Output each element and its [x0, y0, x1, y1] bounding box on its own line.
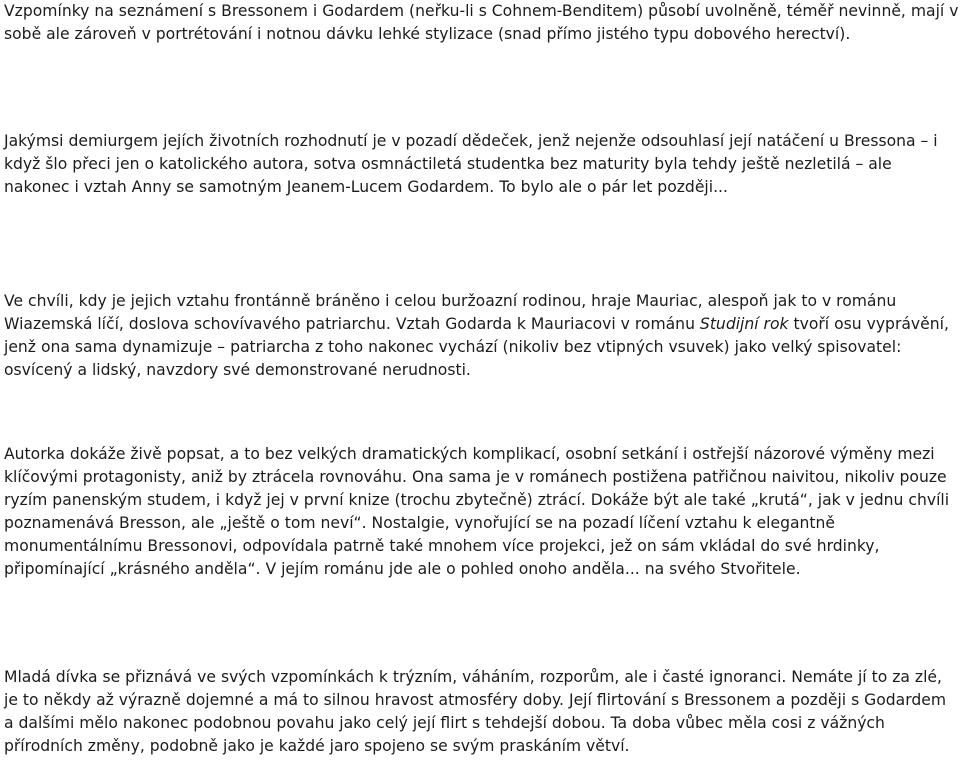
book-title-studijni-rok: Studijní rok	[699, 315, 789, 333]
paragraph-2: Jakýmsi demiurgem jejích životních rozhodnutí je v pozadí dědeček, jenž nejenže odsouhlasí její natáčení u Bressona – i když šlo přeci jen o katolického autora, sotva osmnáctiletá studentka bez maturity byla tehdy ještě nezletilá – ale nakonec i vztah Anny se samotným Jeanem-Lucem Godardem. To bylo ale o pár let později...	[4, 132, 938, 196]
paragraph-4: Autorka dokáže živě popsat, a to bez velkých dramatických komplikací, osobní setkání i ostřejší názorové výměny mezi klíčovými protagonisty, aniž by ztrácela rovnováhu. Ona sama je v románech postižena patřičnou naivitou, nikoliv pouze ryzím panenským studem, i když jej v první knize (trochu zbytečně) ztrácí. Dokáže být ale také „krutá“, jak v jednu chvíli poznamenává Bresson, ale „ještě o tom neví“. Nostalgie, vynořující se na pozadí líčení vztahu k elegantně monumentálnímu Bressonovi, odpovídala patrně také mnohem více projekci, jež on sám vkládal do své hrdinky, připomínající „krásného anděla“. V jejím románu jde ale o pohled onoho anděla... na svého Stvořitele.	[4, 445, 950, 578]
paragraph-3-before: Ve chvíli, kdy je jejich vztahu frontánně bráněno i celou buržoazní rodinou, hraje Mauriac, alespoň jak to v románu Wiazemská líčí, doslova schovívavého patriarchu. Vztah Godarda k Mauriacovi v románu	[4, 292, 897, 333]
paragraph-3-after: tvoří osu vyprávění, jenž ona sama dynamizuje – patriarcha z toho nakonec vychází (nikoliv bez vtipných vsuvek) jako velký spisovatel: osvícený a lidský, navzdory své demonstrované nerudnosti.	[4, 315, 949, 379]
paragraph-3	[4, 290, 960, 382]
paragraph-1: Vzpomínky na seznámení s Bressonem i Godardem (neřku-li s Cohnem-Benditem) působí uvolněně, téměř nevinně, mají v sobě ale zároveň v portrétování i notnou dávku lehké stylizace (snad přímo jistého typu dobového herectví).	[4, 2, 959, 43]
paragraph-5: Mladá dívka se přiznává ve svých vzpomínkách k trýzním, váháním, rozporům, ale i časté ignoranci. Nemáte jí to za zlé, je to někdy až výrazně dojemné a má to silnou hravost atmosféry doby. Její flirtování s Bressonem a později s Godardem a dalšími mělo nakonec podobnou povahu jako celý její flirt s tehdejší dobou. Ta doba vůbec měla cosi z vážných přírodních změny, podobně jako je každé jaro spojeno se svým praskáním větví.	[4, 668, 947, 755]
